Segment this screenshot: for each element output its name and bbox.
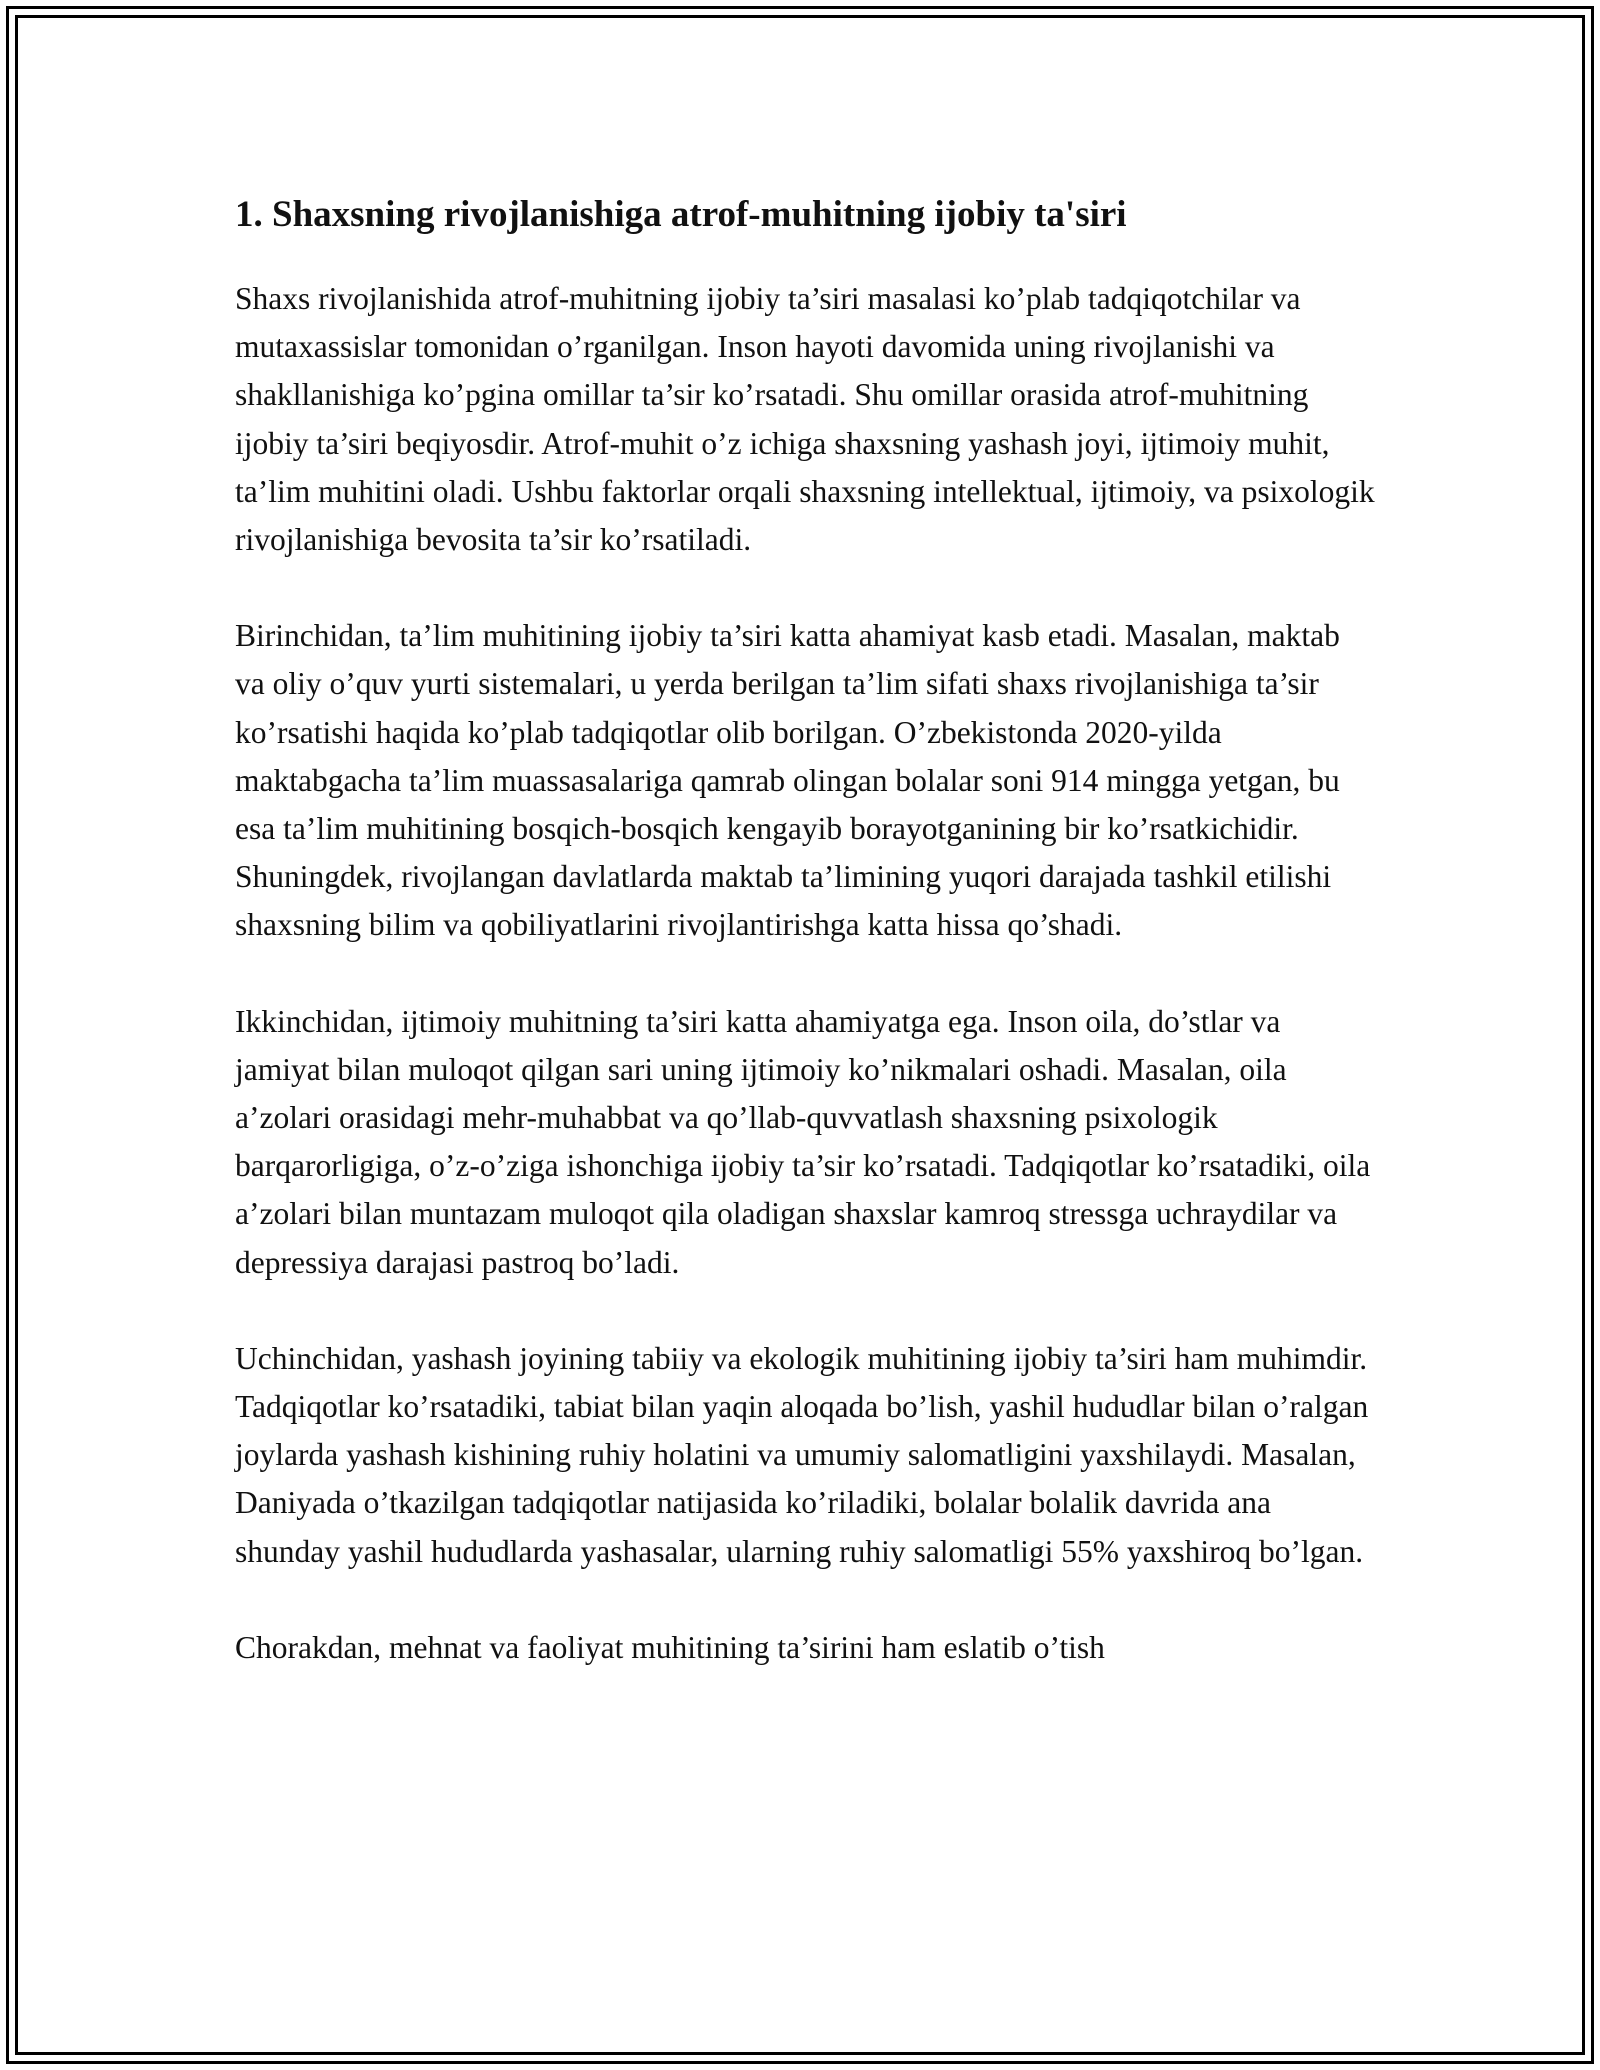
section-heading: 1. Shaxsning rivojlanishiga atrof-muhitning ijobiy ta'siri <box>235 194 1127 235</box>
paragraph-intro: Shaxs rivojlanishida atrof-muhitning ijobiy ta’siri masalasi ko’plab tadqiqotchilar va mutaxassislar tomonidan o’rganilgan. Inson hayoti davomida uning rivojlanishi va shakllanishiga ko’pgina omillar ta’sir ko’rsatadi. Shu omillar orasida atrof-muhitning ijobiy ta’siri beqiyosdir. Atrof-muhit o’z ichiga shaxsning yashash joyi, ijtimoiy muhit, ta’lim muhitini oladi. Ushbu faktorlar orqali shaxsning intellektual, ijtimoiy, va psixologik rivojlanishiga bevosita ta’sir ko’rsatiladi. <box>235 281 1375 558</box>
paragraph-work: Chorakdan, mehnat va faoliyat muhitining ta’sirini ham eslatib o’tish <box>235 1629 1105 1665</box>
paragraph-ecology: Uchinchidan, yashash joyining tabiiy va ekologik muhitining ijobiy ta’siri ham muhimdir. Tadqiqotlar ko’rsatadiki, tabiat bilan yaqin aloqada bo’lish, yashil hududlar bilan o’ralgan joylarda yashash kishining ruhiy holatini va umumiy salomatligini yaxshilaydi. Masalan, Daniyada o’tkazilgan tadqiqotlar natijasida ko’riladiki, bolalar bolalik davrida ana shunday yashil hududlarda yashasalar, ularning ruhiy salomatligi 55% yaxshiroq bo’lgan. <box>235 1340 1369 1569</box>
paragraph-social: Ikkinchidan, ijtimoiy muhitning ta’siri katta ahamiyatga ega. Inson oila, do’stlar va jamiyat bilan muloqot qilgan sari uning ijtimoiy ko’nikmalari oshadi. Masalan, oila a’zolari orasidagi mehr-muhabbat va qo’llab-quvvatlash shaxsning psixologik barqarorligiga, o’z-o’ziga ishonchiga ijobiy ta’sir ko’rsatadi. Tadqiqotlar ko’rsatadiki, oila a’zolari bilan muntazam muloqot qila oladigan shaxslar kamroq stressga uchraydilar va depressiya darajasi pastroq bo’ladi. <box>235 1003 1371 1280</box>
document-body <box>235 187 1375 1672</box>
paragraph-education: Birinchidan, ta’lim muhitining ijobiy ta’siri katta ahamiyat kasb etadi. Masalan, maktab va oliy o’quv yurti sistemalari, u yerda berilgan ta’lim sifati shaxs rivojlanishiga ta’sir ko’rsatishi haqida ko’plab tadqiqotlar olib borilgan. O’zbekistonda 2020-yilda maktabgacha ta’lim muassasalariga qamrab olingan bolalar soni 914 mingga yetgan, bu esa ta’lim muhitining bosqich-bosqich kengayib borayotganining bir ko’rsatkichidir. Shuningdek, rivojlangan davlatlarda maktab ta’limining yuqori darajada tashkil etilishi shaxsning bilim va qobiliyatlarini rivojlantirishga katta hissa qo’shadi. <box>235 618 1340 943</box>
